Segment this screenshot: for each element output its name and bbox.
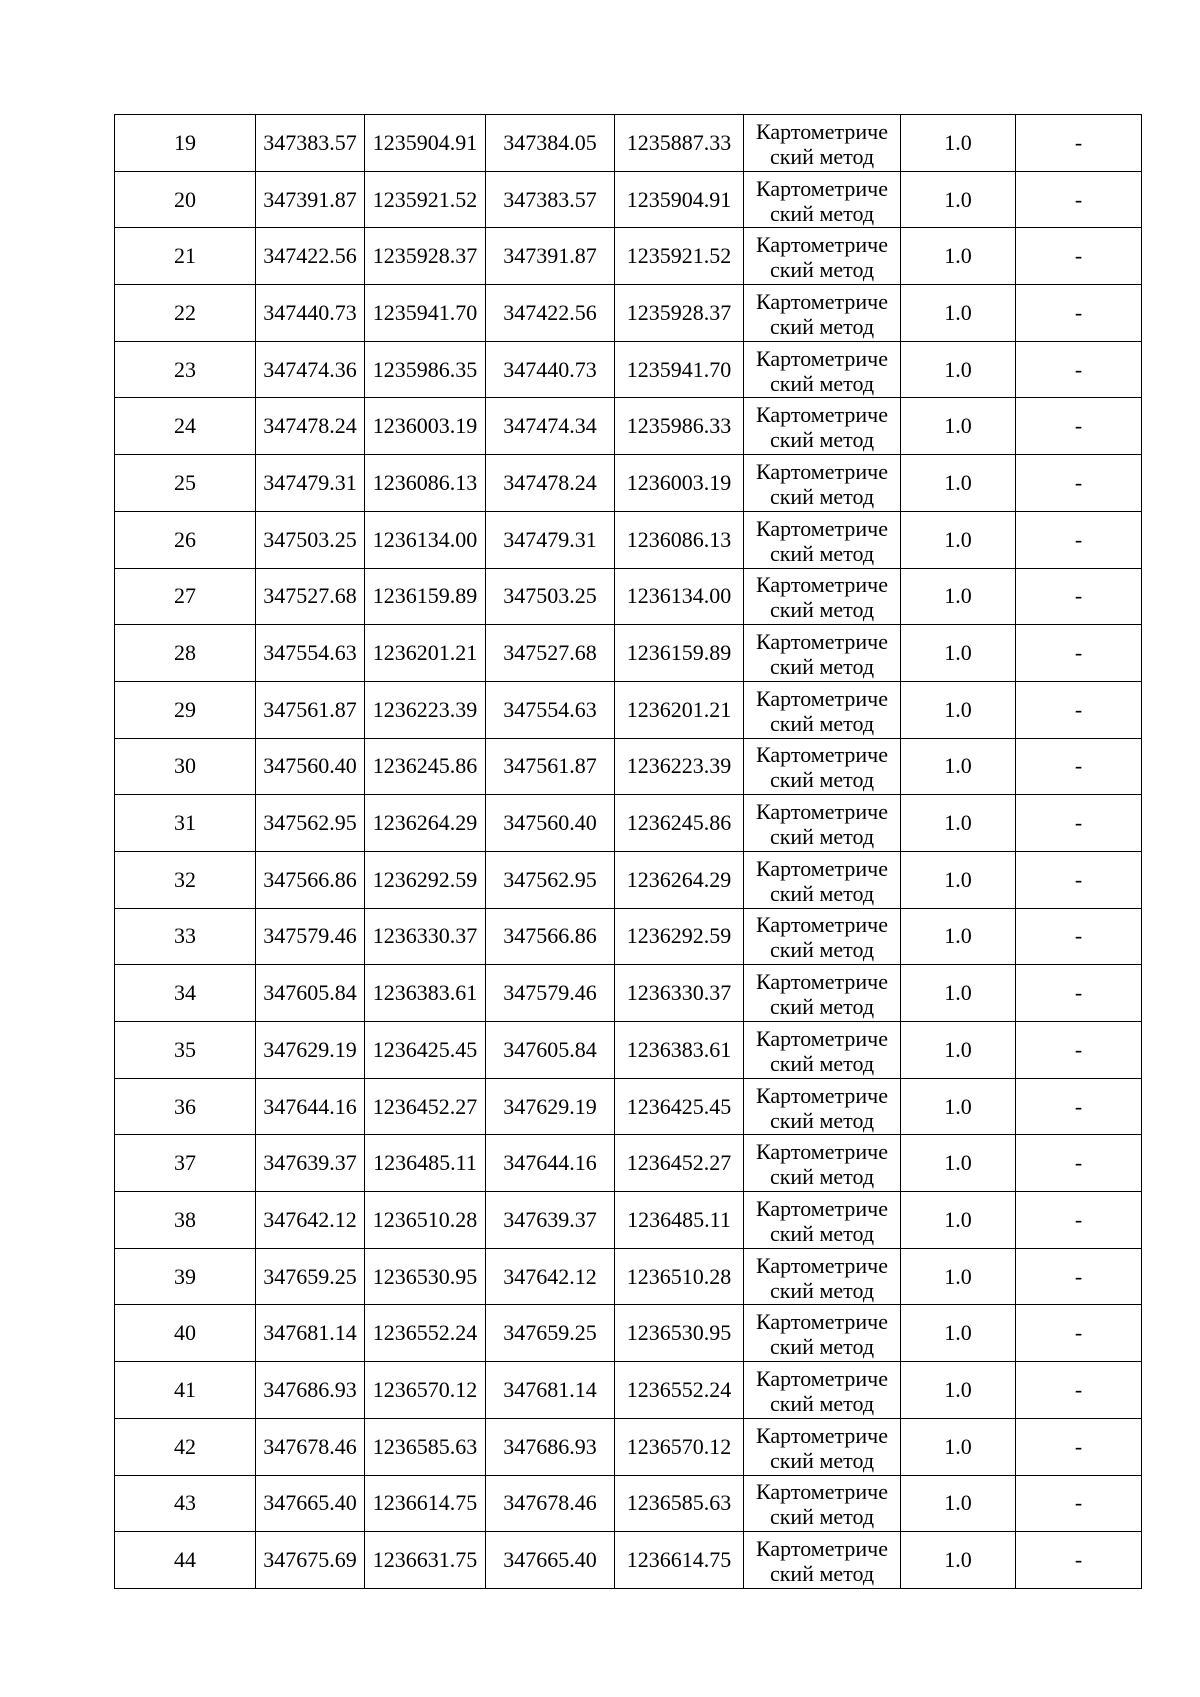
- x-coordinate-cell: 347503.25: [256, 511, 365, 568]
- table-row: [115, 1418, 1142, 1475]
- previous-y-coordinate-cell: 1236570.12: [615, 1418, 744, 1475]
- method-text-line-1: Картометриче: [756, 629, 888, 655]
- point-number-cell: 41: [115, 1362, 256, 1419]
- accuracy-cell: 1.0: [901, 1022, 1016, 1079]
- method-text-line-2: ский метод: [769, 994, 875, 1020]
- y-coordinate-cell: 1235941.70: [365, 285, 486, 342]
- point-number-cell: 23: [115, 341, 256, 398]
- method-text-line-2: ский метод: [769, 1050, 875, 1076]
- y-coordinate-cell: 1235921.52: [365, 171, 486, 228]
- note-cell: -: [1016, 285, 1142, 342]
- note-cell: -: [1016, 681, 1142, 738]
- y-coordinate-cell: 1236631.75: [365, 1532, 486, 1589]
- previous-y-coordinate-cell: 1235887.33: [615, 115, 744, 172]
- accuracy-cell: 1.0: [901, 1418, 1016, 1475]
- method-text-line-1: Картометриче: [756, 232, 888, 258]
- note-cell: -: [1016, 568, 1142, 625]
- method-text-line-1: Картометриче: [756, 175, 888, 201]
- y-coordinate-cell: 1236552.24: [365, 1305, 486, 1362]
- table-row: [115, 285, 1142, 342]
- previous-x-coordinate-cell: 347440.73: [486, 341, 615, 398]
- method-text-line-1: Картометриче: [756, 515, 888, 541]
- method-text-line-2: ский метод: [769, 540, 875, 566]
- method-cell: [744, 625, 901, 682]
- note-cell: -: [1016, 341, 1142, 398]
- x-coordinate-cell: 347422.56: [256, 228, 365, 285]
- y-coordinate-cell: 1236485.11: [365, 1135, 486, 1192]
- previous-x-coordinate-cell: 347479.31: [486, 511, 615, 568]
- x-coordinate-cell: 347675.69: [256, 1532, 365, 1589]
- x-coordinate-cell: 347440.73: [256, 285, 365, 342]
- table-row: [115, 1475, 1142, 1532]
- y-coordinate-cell: 1236245.86: [365, 738, 486, 795]
- method-text-line-2: ский метод: [769, 880, 875, 906]
- accuracy-cell: 1.0: [901, 285, 1016, 342]
- previous-x-coordinate-cell: 347560.40: [486, 795, 615, 852]
- method-cell: [744, 115, 901, 172]
- note-cell: -: [1016, 1135, 1142, 1192]
- x-coordinate-cell: 347629.19: [256, 1022, 365, 1079]
- method-cell: [744, 398, 901, 455]
- point-number-cell: 22: [115, 285, 256, 342]
- method-text-line-2: ский метод: [769, 1504, 875, 1530]
- table-row: [115, 738, 1142, 795]
- previous-y-coordinate-cell: 1236452.27: [615, 1135, 744, 1192]
- note-cell: -: [1016, 1022, 1142, 1079]
- method-cell: [744, 1078, 901, 1135]
- method-text-line-1: Картометриче: [756, 685, 888, 711]
- method-text-line-1: Картометриче: [756, 458, 888, 484]
- note-cell: -: [1016, 1418, 1142, 1475]
- table-row: [115, 1135, 1142, 1192]
- table-row: [115, 341, 1142, 398]
- table-row: [115, 1532, 1142, 1589]
- point-number-cell: 28: [115, 625, 256, 682]
- table-row: [115, 171, 1142, 228]
- table-row: [115, 795, 1142, 852]
- previous-x-coordinate-cell: 347503.25: [486, 568, 615, 625]
- x-coordinate-cell: 347479.31: [256, 455, 365, 512]
- previous-x-coordinate-cell: 347527.68: [486, 625, 615, 682]
- note-cell: -: [1016, 228, 1142, 285]
- y-coordinate-cell: 1235986.35: [365, 341, 486, 398]
- method-text-line-2: ский метод: [769, 1277, 875, 1303]
- previous-y-coordinate-cell: 1236086.13: [615, 511, 744, 568]
- point-number-cell: 20: [115, 171, 256, 228]
- previous-y-coordinate-cell: 1236134.00: [615, 568, 744, 625]
- x-coordinate-cell: 347686.93: [256, 1362, 365, 1419]
- point-number-cell: 19: [115, 115, 256, 172]
- previous-x-coordinate-cell: 347642.12: [486, 1248, 615, 1305]
- accuracy-cell: 1.0: [901, 625, 1016, 682]
- y-coordinate-cell: 1235904.91: [365, 115, 486, 172]
- note-cell: -: [1016, 851, 1142, 908]
- point-number-cell: 34: [115, 965, 256, 1022]
- method-text-line-1: Картометриче: [756, 1139, 888, 1165]
- note-cell: -: [1016, 1078, 1142, 1135]
- previous-y-coordinate-cell: 1236264.29: [615, 851, 744, 908]
- y-coordinate-cell: 1236201.21: [365, 625, 486, 682]
- previous-x-coordinate-cell: 347659.25: [486, 1305, 615, 1362]
- point-number-cell: 44: [115, 1532, 256, 1589]
- method-cell: [744, 738, 901, 795]
- previous-y-coordinate-cell: 1236383.61: [615, 1022, 744, 1079]
- accuracy-cell: 1.0: [901, 908, 1016, 965]
- y-coordinate-cell: 1236585.63: [365, 1418, 486, 1475]
- coordinates-table: [114, 114, 1142, 1589]
- method-text-line-2: ский метод: [769, 1561, 875, 1587]
- note-cell: -: [1016, 738, 1142, 795]
- method-text-line-1: Картометриче: [756, 118, 888, 144]
- method-cell: [744, 1305, 901, 1362]
- point-number-cell: 38: [115, 1192, 256, 1249]
- method-cell: [744, 1135, 901, 1192]
- y-coordinate-cell: 1236134.00: [365, 511, 486, 568]
- previous-x-coordinate-cell: 347566.86: [486, 908, 615, 965]
- note-cell: -: [1016, 1305, 1142, 1362]
- method-text-line-1: Картометриче: [756, 855, 888, 881]
- method-text-line-2: ский метод: [769, 200, 875, 226]
- note-cell: -: [1016, 115, 1142, 172]
- point-number-cell: 33: [115, 908, 256, 965]
- previous-x-coordinate-cell: 347639.37: [486, 1192, 615, 1249]
- method-cell: [744, 965, 901, 1022]
- method-cell: [744, 285, 901, 342]
- method-cell: [744, 228, 901, 285]
- previous-x-coordinate-cell: 347686.93: [486, 1418, 615, 1475]
- x-coordinate-cell: 347391.87: [256, 171, 365, 228]
- accuracy-cell: 1.0: [901, 851, 1016, 908]
- table-row: [115, 455, 1142, 512]
- note-cell: -: [1016, 511, 1142, 568]
- accuracy-cell: 1.0: [901, 1248, 1016, 1305]
- x-coordinate-cell: 347678.46: [256, 1418, 365, 1475]
- method-text-line-1: Картометриче: [756, 572, 888, 598]
- previous-x-coordinate-cell: 347478.24: [486, 455, 615, 512]
- method-cell: [744, 1022, 901, 1079]
- method-text-line-2: ский метод: [769, 1334, 875, 1360]
- point-number-cell: 35: [115, 1022, 256, 1079]
- x-coordinate-cell: 347681.14: [256, 1305, 365, 1362]
- note-cell: -: [1016, 171, 1142, 228]
- y-coordinate-cell: 1236530.95: [365, 1248, 486, 1305]
- point-number-cell: 25: [115, 455, 256, 512]
- x-coordinate-cell: 347642.12: [256, 1192, 365, 1249]
- note-cell: -: [1016, 455, 1142, 512]
- method-text-line-1: Картометриче: [756, 1422, 888, 1448]
- x-coordinate-cell: 347639.37: [256, 1135, 365, 1192]
- previous-x-coordinate-cell: 347561.87: [486, 738, 615, 795]
- table-row: [115, 1078, 1142, 1135]
- method-cell: [744, 341, 901, 398]
- accuracy-cell: 1.0: [901, 738, 1016, 795]
- y-coordinate-cell: 1236614.75: [365, 1475, 486, 1532]
- note-cell: -: [1016, 1475, 1142, 1532]
- previous-y-coordinate-cell: 1236292.59: [615, 908, 744, 965]
- x-coordinate-cell: 347562.95: [256, 795, 365, 852]
- table-row: [115, 1248, 1142, 1305]
- method-cell: [744, 1362, 901, 1419]
- method-text-line-2: ский метод: [769, 1164, 875, 1190]
- accuracy-cell: 1.0: [901, 1135, 1016, 1192]
- point-number-cell: 40: [115, 1305, 256, 1362]
- method-text-line-1: Картометриче: [756, 742, 888, 768]
- method-text-line-1: Картометриче: [756, 345, 888, 371]
- note-cell: -: [1016, 908, 1142, 965]
- accuracy-cell: 1.0: [901, 965, 1016, 1022]
- note-cell: -: [1016, 625, 1142, 682]
- previous-y-coordinate-cell: 1235986.33: [615, 398, 744, 455]
- method-text-line-2: ский метод: [769, 257, 875, 283]
- previous-x-coordinate-cell: 347562.95: [486, 851, 615, 908]
- accuracy-cell: 1.0: [901, 171, 1016, 228]
- point-number-cell: 21: [115, 228, 256, 285]
- method-text-line-2: ский метод: [769, 370, 875, 396]
- method-text-line-2: ский метод: [769, 483, 875, 509]
- method-cell: [744, 568, 901, 625]
- point-number-cell: 29: [115, 681, 256, 738]
- x-coordinate-cell: 347605.84: [256, 965, 365, 1022]
- previous-y-coordinate-cell: 1235904.91: [615, 171, 744, 228]
- table-row: [115, 1192, 1142, 1249]
- point-number-cell: 36: [115, 1078, 256, 1135]
- note-cell: -: [1016, 965, 1142, 1022]
- point-number-cell: 32: [115, 851, 256, 908]
- table-row: [115, 398, 1142, 455]
- point-number-cell: 37: [115, 1135, 256, 1192]
- previous-y-coordinate-cell: 1236552.24: [615, 1362, 744, 1419]
- y-coordinate-cell: 1236383.61: [365, 965, 486, 1022]
- table-row: [115, 1022, 1142, 1079]
- accuracy-cell: 1.0: [901, 681, 1016, 738]
- point-number-cell: 30: [115, 738, 256, 795]
- method-cell: [744, 1475, 901, 1532]
- previous-x-coordinate-cell: 347391.87: [486, 228, 615, 285]
- y-coordinate-cell: 1236003.19: [365, 398, 486, 455]
- point-number-cell: 24: [115, 398, 256, 455]
- method-text-line-2: ский метод: [769, 1107, 875, 1133]
- method-text-line-1: Картометриче: [756, 288, 888, 314]
- previous-x-coordinate-cell: 347644.16: [486, 1135, 615, 1192]
- method-text-line-2: ский метод: [769, 824, 875, 850]
- method-text-line-1: Картометриче: [756, 1195, 888, 1221]
- x-coordinate-cell: 347383.57: [256, 115, 365, 172]
- previous-y-coordinate-cell: 1236614.75: [615, 1532, 744, 1589]
- point-number-cell: 39: [115, 1248, 256, 1305]
- table-row: [115, 1362, 1142, 1419]
- y-coordinate-cell: 1236292.59: [365, 851, 486, 908]
- note-cell: -: [1016, 1248, 1142, 1305]
- method-text-line-2: ский метод: [769, 937, 875, 963]
- previous-y-coordinate-cell: 1235941.70: [615, 341, 744, 398]
- y-coordinate-cell: 1236223.39: [365, 681, 486, 738]
- previous-x-coordinate-cell: 347422.56: [486, 285, 615, 342]
- table-row: [115, 511, 1142, 568]
- note-cell: -: [1016, 1362, 1142, 1419]
- method-cell: [744, 1532, 901, 1589]
- previous-x-coordinate-cell: 347554.63: [486, 681, 615, 738]
- method-cell: [744, 795, 901, 852]
- x-coordinate-cell: 347474.36: [256, 341, 365, 398]
- y-coordinate-cell: 1236086.13: [365, 455, 486, 512]
- method-text-line-1: Картометриче: [756, 1365, 888, 1391]
- previous-y-coordinate-cell: 1236245.86: [615, 795, 744, 852]
- accuracy-cell: 1.0: [901, 228, 1016, 285]
- accuracy-cell: 1.0: [901, 341, 1016, 398]
- y-coordinate-cell: 1236159.89: [365, 568, 486, 625]
- previous-x-coordinate-cell: 347605.84: [486, 1022, 615, 1079]
- previous-y-coordinate-cell: 1236585.63: [615, 1475, 744, 1532]
- x-coordinate-cell: 347566.86: [256, 851, 365, 908]
- previous-x-coordinate-cell: 347384.05: [486, 115, 615, 172]
- table-row: [115, 908, 1142, 965]
- previous-y-coordinate-cell: 1236003.19: [615, 455, 744, 512]
- table-row: [115, 681, 1142, 738]
- table-row: [115, 115, 1142, 172]
- table-row: [115, 568, 1142, 625]
- previous-y-coordinate-cell: 1236159.89: [615, 625, 744, 682]
- accuracy-cell: 1.0: [901, 1192, 1016, 1249]
- accuracy-cell: 1.0: [901, 1475, 1016, 1532]
- method-text-line-2: ский метод: [769, 427, 875, 453]
- method-cell: [744, 455, 901, 512]
- accuracy-cell: 1.0: [901, 1362, 1016, 1419]
- accuracy-cell: 1.0: [901, 398, 1016, 455]
- y-coordinate-cell: 1236452.27: [365, 1078, 486, 1135]
- method-cell: [744, 681, 901, 738]
- note-cell: -: [1016, 795, 1142, 852]
- previous-y-coordinate-cell: 1236330.37: [615, 965, 744, 1022]
- x-coordinate-cell: 347665.40: [256, 1475, 365, 1532]
- previous-y-coordinate-cell: 1236530.95: [615, 1305, 744, 1362]
- method-text-line-1: Картометриче: [756, 1309, 888, 1335]
- previous-y-coordinate-cell: 1236223.39: [615, 738, 744, 795]
- x-coordinate-cell: 347527.68: [256, 568, 365, 625]
- method-text-line-2: ский метод: [769, 1220, 875, 1246]
- method-cell: [744, 908, 901, 965]
- x-coordinate-cell: 347579.46: [256, 908, 365, 965]
- y-coordinate-cell: 1236510.28: [365, 1192, 486, 1249]
- x-coordinate-cell: 347561.87: [256, 681, 365, 738]
- method-cell: [744, 851, 901, 908]
- previous-x-coordinate-cell: 347474.34: [486, 398, 615, 455]
- previous-x-coordinate-cell: 347629.19: [486, 1078, 615, 1135]
- accuracy-cell: 1.0: [901, 1305, 1016, 1362]
- previous-x-coordinate-cell: 347681.14: [486, 1362, 615, 1419]
- method-cell: [744, 1248, 901, 1305]
- method-text-line-2: ский метод: [769, 1447, 875, 1473]
- method-text-line-1: Картометриче: [756, 912, 888, 938]
- y-coordinate-cell: 1235928.37: [365, 228, 486, 285]
- point-number-cell: 43: [115, 1475, 256, 1532]
- accuracy-cell: 1.0: [901, 795, 1016, 852]
- table-row: [115, 1305, 1142, 1362]
- method-cell: [744, 1192, 901, 1249]
- table-row: [115, 851, 1142, 908]
- previous-x-coordinate-cell: 347579.46: [486, 965, 615, 1022]
- x-coordinate-cell: 347554.63: [256, 625, 365, 682]
- y-coordinate-cell: 1236570.12: [365, 1362, 486, 1419]
- table-row: [115, 625, 1142, 682]
- method-cell: [744, 171, 901, 228]
- table-row: [115, 965, 1142, 1022]
- method-text-line-2: ский метод: [769, 313, 875, 339]
- method-text-line-1: Картометриче: [756, 1479, 888, 1505]
- previous-y-coordinate-cell: 1236510.28: [615, 1248, 744, 1305]
- method-text-line-2: ский метод: [769, 143, 875, 169]
- point-number-cell: 42: [115, 1418, 256, 1475]
- x-coordinate-cell: 347644.16: [256, 1078, 365, 1135]
- method-text-line-2: ский метод: [769, 710, 875, 736]
- previous-x-coordinate-cell: 347665.40: [486, 1532, 615, 1589]
- table-row: [115, 228, 1142, 285]
- method-cell: [744, 511, 901, 568]
- previous-y-coordinate-cell: 1236485.11: [615, 1192, 744, 1249]
- accuracy-cell: 1.0: [901, 1078, 1016, 1135]
- previous-y-coordinate-cell: 1236425.45: [615, 1078, 744, 1135]
- method-text-line-2: ский метод: [769, 597, 875, 623]
- method-text-line-1: Картометриче: [756, 1536, 888, 1562]
- y-coordinate-cell: 1236425.45: [365, 1022, 486, 1079]
- x-coordinate-cell: 347478.24: [256, 398, 365, 455]
- method-text-line-1: Картометриче: [756, 402, 888, 428]
- x-coordinate-cell: 347659.25: [256, 1248, 365, 1305]
- point-number-cell: 27: [115, 568, 256, 625]
- method-text-line-1: Картометриче: [756, 799, 888, 825]
- point-number-cell: 31: [115, 795, 256, 852]
- method-text-line-2: ский метод: [769, 767, 875, 793]
- previous-y-coordinate-cell: 1235921.52: [615, 228, 744, 285]
- method-text-line-1: Картометриче: [756, 1082, 888, 1108]
- previous-y-coordinate-cell: 1235928.37: [615, 285, 744, 342]
- point-number-cell: 26: [115, 511, 256, 568]
- method-text-line-1: Картометриче: [756, 1025, 888, 1051]
- y-coordinate-cell: 1236330.37: [365, 908, 486, 965]
- table-body: [115, 115, 1142, 1589]
- x-coordinate-cell: 347560.40: [256, 738, 365, 795]
- previous-y-coordinate-cell: 1236201.21: [615, 681, 744, 738]
- method-text-line-2: ский метод: [769, 654, 875, 680]
- method-text-line-2: ский метод: [769, 1390, 875, 1416]
- method-text-line-1: Картометриче: [756, 1252, 888, 1278]
- accuracy-cell: 1.0: [901, 1532, 1016, 1589]
- accuracy-cell: 1.0: [901, 115, 1016, 172]
- note-cell: -: [1016, 1192, 1142, 1249]
- accuracy-cell: 1.0: [901, 511, 1016, 568]
- method-cell: [744, 1418, 901, 1475]
- method-text-line-1: Картометриче: [756, 969, 888, 995]
- accuracy-cell: 1.0: [901, 568, 1016, 625]
- note-cell: -: [1016, 398, 1142, 455]
- y-coordinate-cell: 1236264.29: [365, 795, 486, 852]
- note-cell: -: [1016, 1532, 1142, 1589]
- previous-x-coordinate-cell: 347383.57: [486, 171, 615, 228]
- previous-x-coordinate-cell: 347678.46: [486, 1475, 615, 1532]
- accuracy-cell: 1.0: [901, 455, 1016, 512]
